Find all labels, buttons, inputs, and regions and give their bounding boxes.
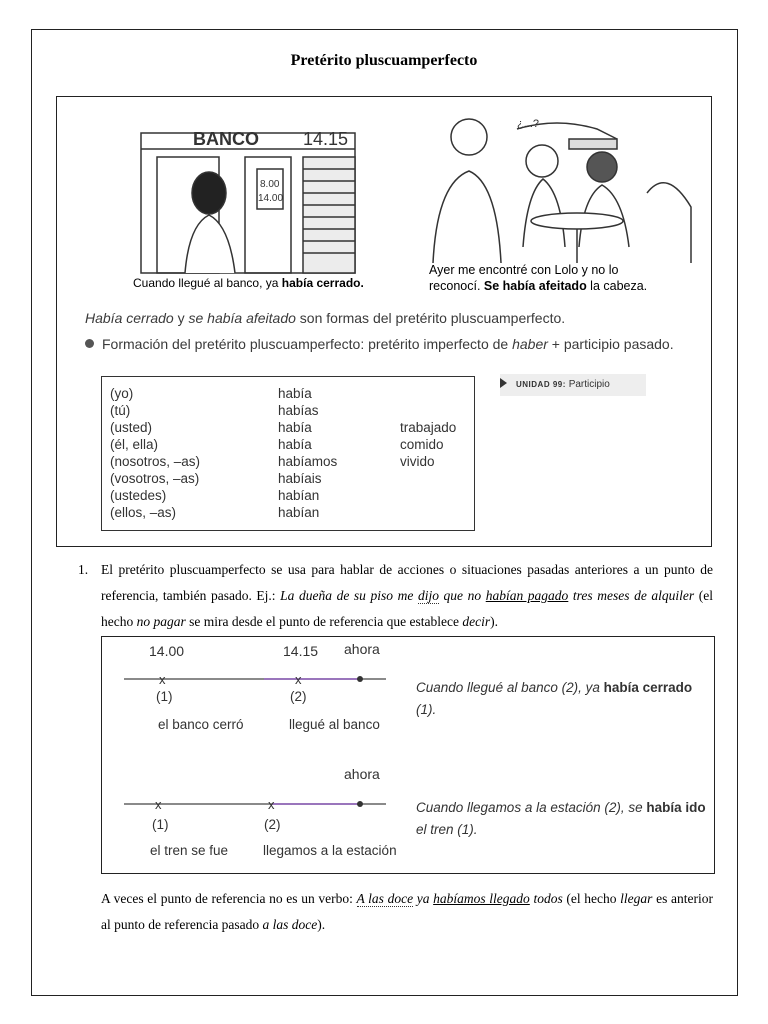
participle-cell: comido <box>400 437 444 452</box>
timeline1-caption-a: Cuando llegué al banco (2), ya <box>416 680 604 695</box>
example-habian-pagado: habían pagado <box>485 588 569 603</box>
bank-illustration <box>141 133 355 273</box>
example-dijo: dijo <box>417 588 439 603</box>
explanation-paragraph <box>101 557 713 635</box>
cafe-caption-line1: Ayer me encontré con Lolo y no lo <box>429 263 619 277</box>
timeline2-label2: llegamos a la estación <box>263 843 397 858</box>
haber-column <box>278 385 337 521</box>
forms-and: y <box>173 310 189 326</box>
timeline2-label1: el tren se fue <box>150 843 229 858</box>
formation-text-b: + participio pasado. <box>547 336 674 352</box>
note-paragraph <box>101 886 713 938</box>
timeline1-x2-mark: x <box>295 672 302 687</box>
form-habia-cerrado: Había cerrado <box>85 310 174 326</box>
haber-cell: había <box>278 437 312 452</box>
explanation-text: El pretérito pluscuamperfecto se usa para hablar de acciones o situaciones pasadas anteriores a un punto de referencia, también pasado. Ej.: <box>101 562 713 603</box>
participle-cell: trabajado <box>400 420 457 435</box>
door-hours-open: 8.00 <box>260 179 280 190</box>
a-las-doce-2: a las doce <box>262 917 318 932</box>
bank-caption-bold: había cerrado. <box>281 276 364 290</box>
pronoun-cell: (yo) <box>110 386 134 401</box>
timeline2-n1: (1) <box>152 817 169 832</box>
timeline1-caption-b: (1). <box>416 702 437 717</box>
list-number: 1. <box>78 562 89 577</box>
haber-cell: habíais <box>278 471 322 486</box>
timeline1-n2: (2) <box>290 689 307 704</box>
pronoun-cell: (él, ella) <box>110 437 159 452</box>
explanation-text: ). <box>490 614 498 629</box>
cafe-illustration <box>433 119 691 263</box>
explanation-text: (el hecho <box>101 588 713 629</box>
timeline1-x1-mark: x <box>159 672 166 687</box>
timeline-figure <box>101 636 715 874</box>
cafe-caption-end: la cabeza. <box>586 279 648 293</box>
timeline1-label1: el banco cerró <box>158 717 244 732</box>
timeline2-x2-mark: x <box>268 797 275 812</box>
note-text: es anterior al punto de referencia pasado <box>101 891 713 932</box>
bank-caption-text: Cuando llegué al banco, ya <box>133 276 282 290</box>
decir: decir <box>462 614 491 629</box>
formation-text-a: Formación del pretérito pluscuamperfecto: pretérito imperfecto de <box>102 336 513 352</box>
note-text: (el hecho <box>562 891 621 906</box>
haber-cell: había <box>278 386 312 401</box>
participle-cell: vivido <box>400 454 435 469</box>
timeline1-time1: 14.00 <box>149 643 185 659</box>
form-se-habia-afeitado: se había afeitado <box>188 310 296 326</box>
cafe-caption <box>429 262 647 294</box>
pronoun-cell: (tú) <box>110 403 131 418</box>
conjugation-table <box>101 376 475 531</box>
pronoun-cell: (ellos, –as) <box>110 505 177 520</box>
haber-cell: habían <box>278 505 320 520</box>
timeline2-caption <box>416 797 710 841</box>
bank-caption <box>133 276 364 290</box>
forms-statement <box>85 310 565 326</box>
formation-rule <box>85 336 674 352</box>
grammar-figure <box>56 96 712 547</box>
page-title: Pretérito pluscuamperfecto <box>290 52 478 69</box>
haber-cell: habías <box>278 403 319 418</box>
example-text: tres meses de alquiler <box>568 588 695 603</box>
habiamos-llegado: habíamos llegado <box>433 891 530 906</box>
bullet-icon <box>85 339 94 348</box>
cafe-caption-plain: reconocí. <box>429 279 484 293</box>
bank-clock-text: 14.15 <box>303 129 349 149</box>
timeline2-caption-b: el tren (1). <box>416 822 478 837</box>
timeline2-now-dot <box>357 801 363 807</box>
play-arrow-icon <box>500 378 507 388</box>
bank-sign-text: BANCO <box>193 129 259 149</box>
llegar: llegar <box>620 891 653 906</box>
note-ya: ya <box>413 891 434 906</box>
note-text: ). <box>317 917 326 932</box>
timeline1-label2: llegué al banco <box>289 717 380 732</box>
haber-cell: habíamos <box>278 454 338 469</box>
explanation-text: se mira desde el punto de referencia que establece <box>185 614 463 629</box>
no-pagar: no pagar <box>136 614 186 629</box>
timeline1-time2: 14.15 <box>283 643 319 659</box>
timeline2-caption-bold: había ido <box>646 800 706 815</box>
timeline-marks <box>155 672 363 812</box>
haber-cell: habían <box>278 488 320 503</box>
cafe-caption-line2 <box>429 278 647 294</box>
timeline2-x1-mark: x <box>155 797 162 812</box>
note-text: A veces el punto de referencia no es un verbo: <box>101 891 357 906</box>
pronoun-cell: (nosotros, –as) <box>110 454 201 469</box>
timeline1-caption <box>416 677 708 721</box>
participle-column <box>400 419 456 470</box>
speech-mark: ¿...? <box>517 118 540 130</box>
example-text: La dueña de su piso me <box>280 588 418 603</box>
cafe-caption-bold: Se había afeitado <box>483 279 587 293</box>
timeline1-caption-bold: había cerrado <box>603 680 693 695</box>
formation-haber: haber <box>512 336 548 352</box>
pronoun-cell: (vosotros, –as) <box>110 471 200 486</box>
unidad-label: UNIDAD 99: <box>516 380 566 389</box>
unidad-text: Participio <box>568 379 610 390</box>
a-las-doce: A las doce <box>356 891 414 906</box>
note-todos: todos <box>529 891 563 906</box>
timeline1-now-dot <box>357 676 363 682</box>
door-hours-close: 14.00 <box>258 193 284 204</box>
example-text: que no <box>438 588 486 603</box>
timeline1-n1: (1) <box>156 689 173 704</box>
pronoun-cell: (ustedes) <box>110 488 167 503</box>
timeline2-caption-a: Cuando llegamos a la estación (2), se <box>416 800 647 815</box>
unidad-reference <box>500 374 646 396</box>
timeline2-n2: (2) <box>264 817 281 832</box>
haber-cell: había <box>278 420 312 435</box>
timeline1-now: ahora <box>344 641 380 657</box>
forms-statement-rest: son formas del pretérito pluscuamperfecto. <box>295 310 566 326</box>
pronoun-cell: (usted) <box>110 420 153 435</box>
timeline2-now: ahora <box>344 766 380 782</box>
pronoun-column <box>110 385 200 521</box>
